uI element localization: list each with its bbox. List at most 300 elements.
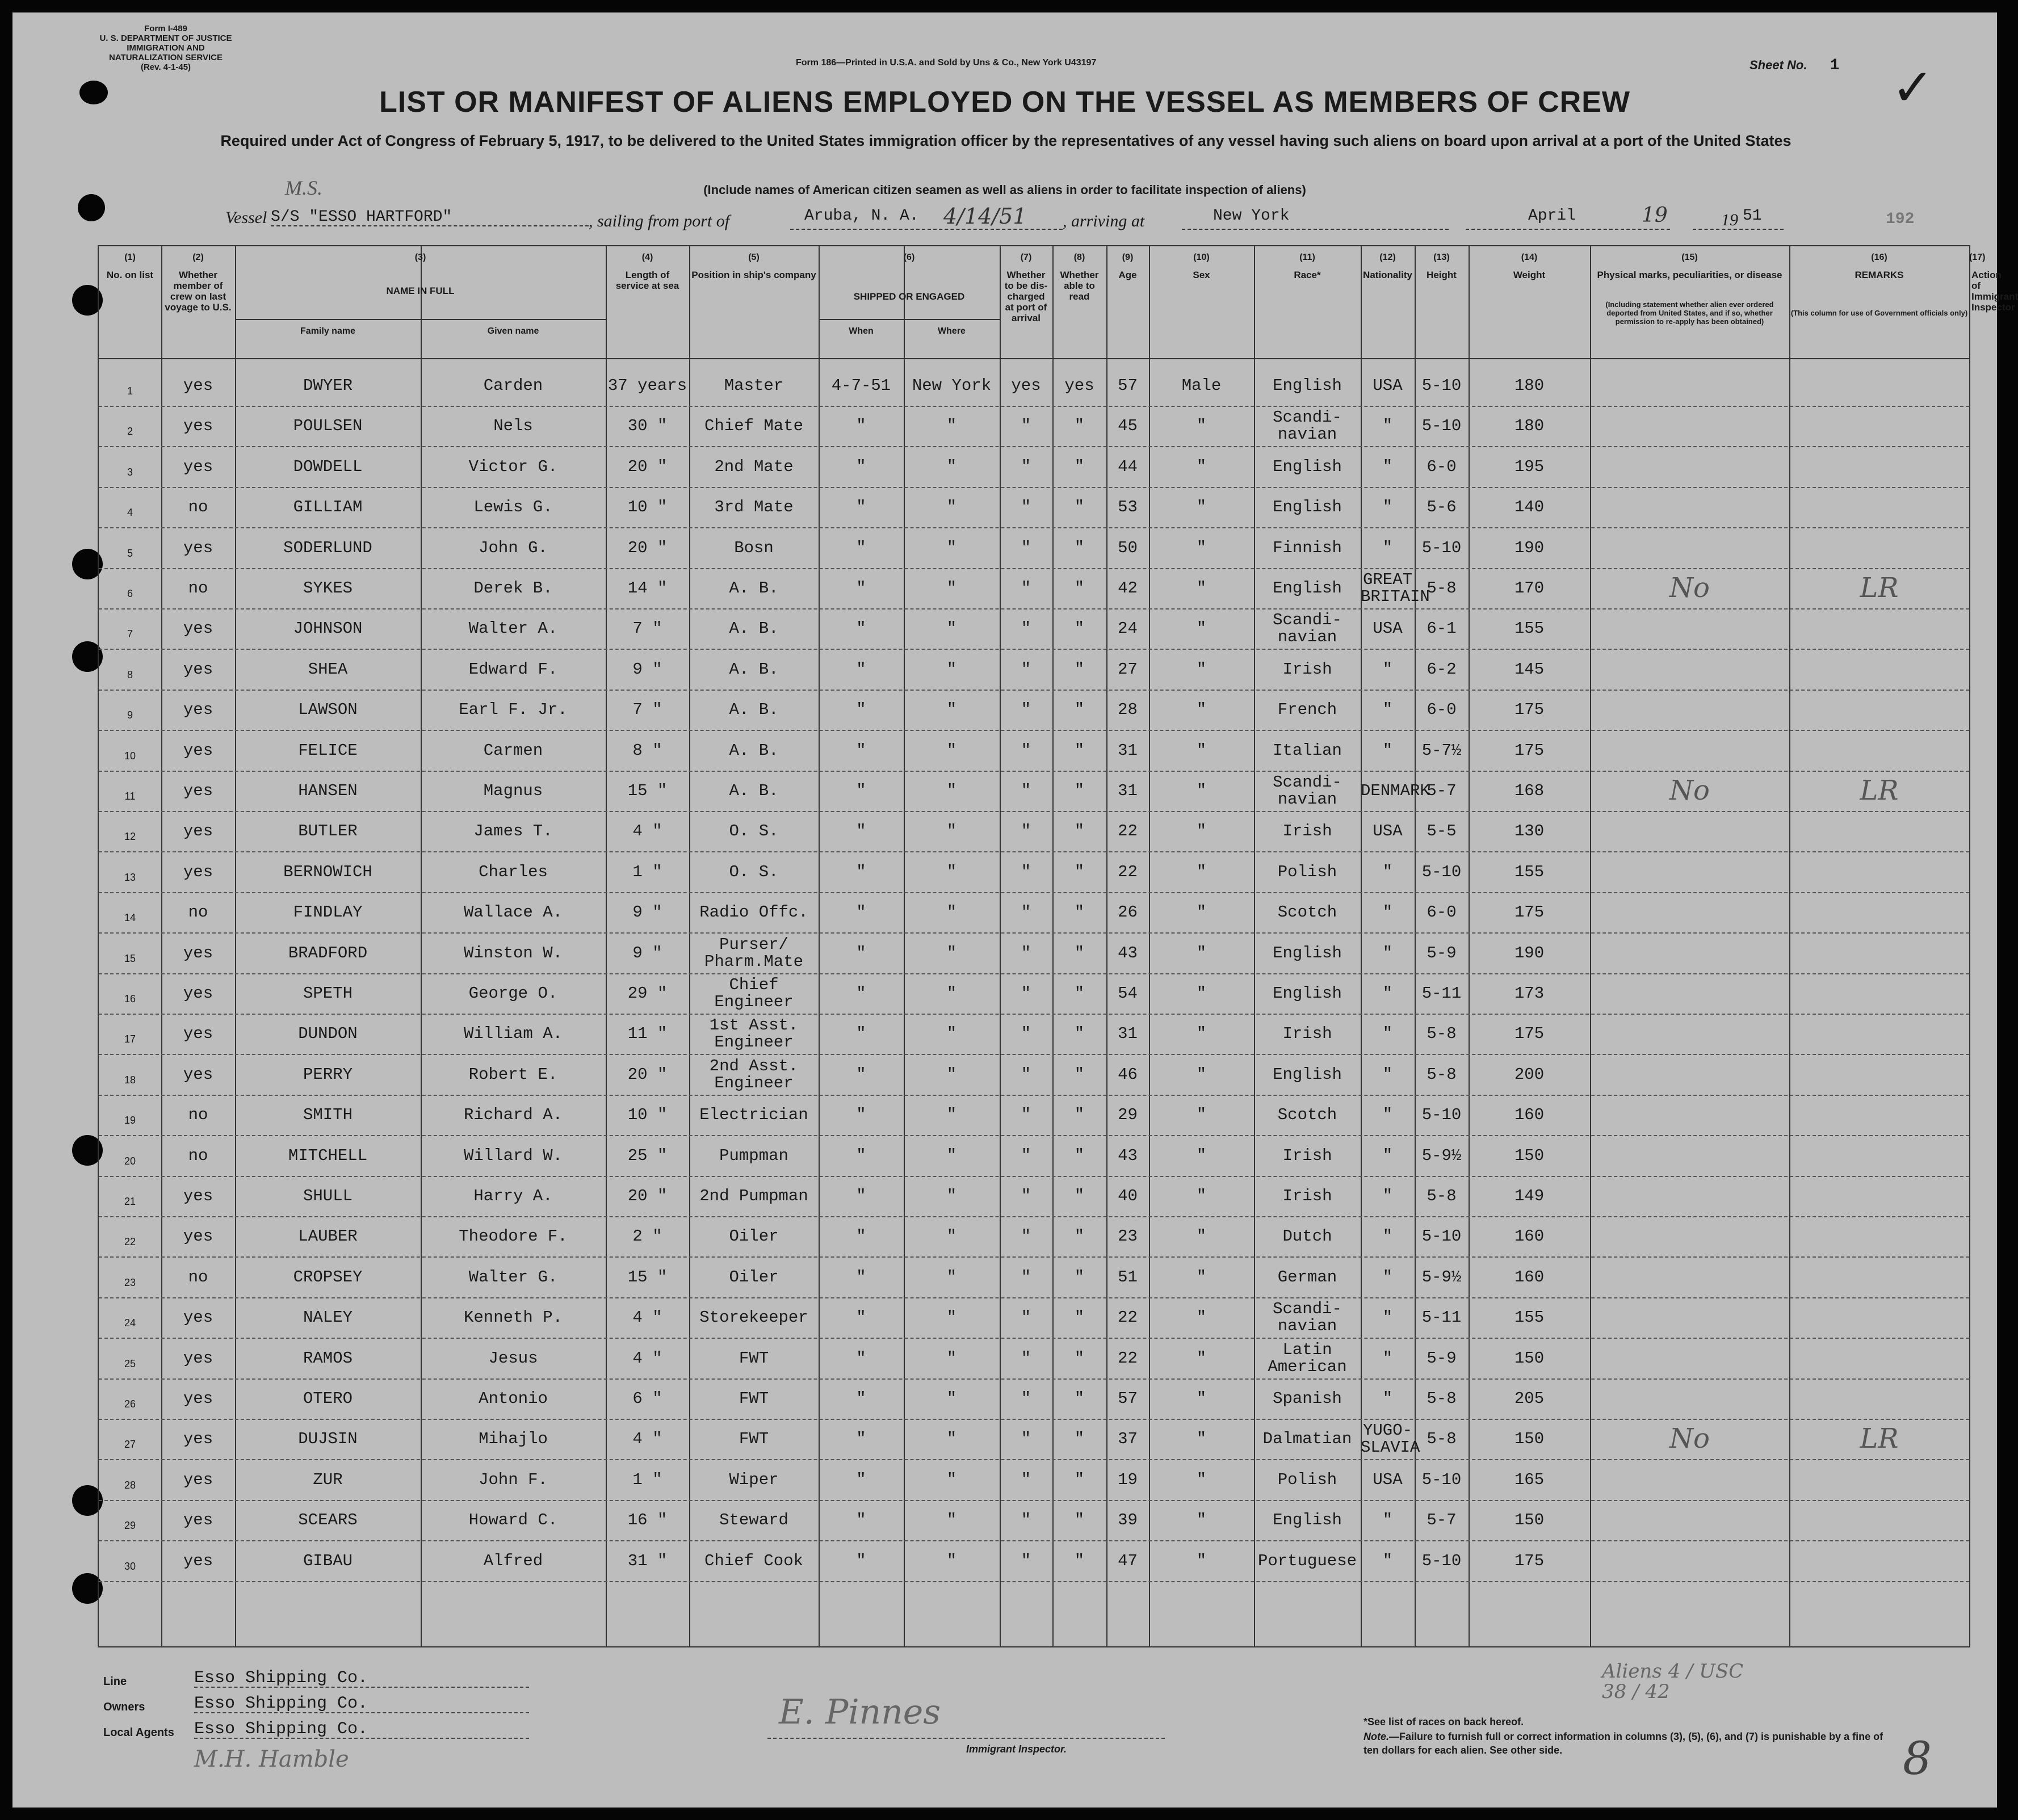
table-row — [99, 690, 1969, 731]
cell-race: Scotch — [1277, 903, 1337, 922]
cell-read: " — [1074, 1511, 1085, 1530]
cell-action — [1789, 608, 1969, 649]
cell-last: yes — [183, 984, 213, 1003]
cell-no: 29 — [124, 1520, 136, 1532]
cell-height: 5-10 — [1421, 1227, 1462, 1246]
cell-race: English — [1273, 1065, 1342, 1084]
column-header — [1415, 252, 1469, 280]
remarks-note: (Including statement whether alien ever ordered deported from United States, and if so, whether permission to re-apply has been obtained) — [1605, 300, 1774, 326]
cell-age: 51 — [1118, 1267, 1138, 1287]
cell-height: 5-8 — [1427, 1024, 1457, 1044]
cell-action — [1789, 1541, 1969, 1581]
cell-read: " — [1074, 1430, 1085, 1449]
column-label: Physical marks, peculiarities, or disease — [1597, 270, 1782, 280]
cell-race: Dalmatian — [1262, 1430, 1352, 1449]
cell-disch: " — [1021, 1348, 1031, 1368]
cell-given: Nels — [493, 417, 533, 436]
cell-nat: " — [1382, 1308, 1393, 1327]
cell-age: 44 — [1118, 457, 1138, 476]
cell-disch: " — [1021, 1389, 1031, 1408]
cell-position: A. B. — [729, 781, 779, 800]
column-header — [235, 252, 606, 296]
cell-remarks — [1590, 933, 1789, 973]
form-id-line: IMMIGRATION AND NATURALIZATION SERVICE — [108, 43, 223, 62]
cell-weight: 170 — [1514, 579, 1545, 598]
cell-when: " — [856, 943, 866, 962]
cell-service: 8 " — [632, 741, 662, 760]
cell-nat: " — [1382, 862, 1393, 881]
cell-where: " — [946, 498, 957, 517]
cell-race: Dutch — [1282, 1227, 1332, 1246]
cell-nat: " — [1382, 700, 1393, 720]
column-label: Height — [1427, 270, 1457, 280]
column-header — [689, 252, 819, 280]
cell-given: Lewis G. — [473, 498, 553, 517]
cell-service: 20 " — [627, 457, 668, 476]
table-row — [99, 1216, 1969, 1258]
vessel-label: Vessel — [225, 208, 267, 227]
arrival-year: 51 — [1743, 207, 1762, 225]
cell-remarks — [1590, 487, 1789, 527]
cell-action — [1789, 1378, 1969, 1419]
cell-height: 5-11 — [1421, 984, 1462, 1003]
cell-where: " — [946, 984, 957, 1003]
cell-family: DOWDELL — [293, 457, 363, 476]
cell-position: 2nd Pumpman — [699, 1187, 808, 1205]
cell-no: 12 — [124, 831, 136, 843]
cell-nat: USA — [1373, 619, 1403, 638]
cell-family: ZUR — [313, 1470, 343, 1489]
cell-remarks — [1590, 892, 1789, 932]
agents-value: Esso Shipping Co. — [194, 1720, 368, 1739]
cell-sex: " — [1196, 822, 1207, 841]
cell-last: no — [188, 1146, 208, 1165]
cell-remarks — [1590, 1095, 1789, 1135]
header-divider — [99, 358, 1969, 359]
family-name-subheader: Family name — [300, 326, 355, 336]
cell-race: Scotch — [1277, 1106, 1337, 1125]
cell-sex: " — [1196, 1430, 1207, 1449]
cell-disch: " — [1021, 822, 1031, 841]
cell-where: " — [946, 1511, 957, 1530]
cell-height: 5-7½ — [1421, 741, 1462, 760]
cell-race: Irish — [1282, 659, 1332, 679]
cell-weight: 160 — [1514, 1227, 1545, 1246]
cell-disch: " — [1021, 943, 1031, 962]
cell-where: " — [946, 1267, 957, 1287]
cell-family: FELICE — [298, 741, 358, 760]
cell-age: 28 — [1118, 700, 1138, 720]
cell-weight: 150 — [1514, 1430, 1545, 1449]
cell-where: " — [946, 1227, 957, 1246]
cell-remarks — [1590, 1541, 1789, 1581]
cell-age: 22 — [1118, 1308, 1138, 1327]
cell-age: 27 — [1118, 659, 1138, 679]
cell-weight: 145 — [1514, 659, 1545, 679]
cell-read: " — [1074, 781, 1085, 800]
cell-where: New York — [912, 376, 992, 395]
cell-family: DWYER — [303, 376, 353, 395]
cell-last: yes — [183, 741, 213, 760]
cell-weight: 190 — [1514, 538, 1545, 557]
cell-service: 20 " — [627, 1065, 668, 1084]
sailing-underline — [790, 212, 1063, 230]
table-row — [99, 1054, 1969, 1096]
cell-weight: 175 — [1514, 903, 1545, 922]
cell-where: " — [946, 1389, 957, 1408]
cell-age: 26 — [1118, 903, 1138, 922]
cell-action — [1789, 973, 1969, 1014]
cell-disch: " — [1021, 741, 1031, 760]
corner-mark: 8 — [1903, 1732, 1932, 1785]
cell-read: " — [1074, 579, 1085, 598]
cell-sex: " — [1196, 1511, 1207, 1530]
cell-sex: " — [1196, 538, 1207, 557]
cell-when: " — [856, 741, 866, 760]
cell-sex: " — [1196, 1106, 1207, 1125]
cell-no: 27 — [124, 1439, 136, 1451]
cell-race: Italian — [1273, 741, 1342, 760]
cell-service: 10 " — [627, 498, 668, 517]
cell-where: " — [946, 619, 957, 638]
cell-family: SODERLUND — [283, 538, 372, 557]
line-value: Esso Shipping Co. — [194, 1668, 368, 1688]
cell-service: 20 " — [627, 538, 668, 557]
column-header — [1106, 252, 1149, 280]
cell-sex: " — [1196, 659, 1207, 679]
cell-given: Victor G. — [468, 457, 558, 476]
cell-position: Chief Cook — [704, 1551, 804, 1570]
cell-last: yes — [183, 862, 213, 881]
cell-race: English — [1273, 498, 1342, 517]
cell-disch: " — [1021, 1065, 1031, 1084]
cell-weight: 160 — [1514, 1267, 1545, 1287]
cell-family: DUJSIN — [298, 1430, 358, 1449]
cell-position: 2nd Mate — [714, 457, 794, 476]
cell-height: 5-8 — [1427, 1430, 1457, 1449]
column-label: Age — [1118, 270, 1137, 280]
cell-last: yes — [183, 1430, 213, 1449]
cell-action — [1789, 1136, 1969, 1176]
cell-last: yes — [183, 619, 213, 638]
cell-disch: " — [1021, 579, 1031, 598]
cell-no: 20 — [124, 1155, 136, 1167]
cell-read: " — [1074, 417, 1085, 436]
cell-sex: Male — [1181, 376, 1222, 395]
cell-given: Charles — [479, 862, 548, 881]
cell-weight: 180 — [1514, 376, 1545, 395]
cell-disch: " — [1021, 1024, 1031, 1044]
cell-given: Kenneth P. — [463, 1308, 563, 1327]
cell-when: 4-7-51 — [831, 376, 891, 395]
table-row — [99, 447, 1969, 488]
cell-when: " — [856, 457, 866, 476]
column-number: (4) — [641, 253, 653, 262]
cell-no: 4 — [127, 507, 133, 519]
cell-read: " — [1074, 619, 1085, 638]
cell-given: Winston W. — [463, 943, 563, 962]
cell-sex: " — [1196, 1470, 1207, 1489]
cell-given: Howard C. — [468, 1511, 558, 1530]
cell-remarks — [1590, 730, 1789, 771]
cell-age: 46 — [1118, 1065, 1138, 1084]
cell-race: Finnish — [1273, 538, 1342, 557]
cell-age: 37 — [1118, 1430, 1138, 1449]
cell-remarks: No — [1669, 775, 1710, 806]
cell-family: BRADFORD — [288, 943, 368, 962]
column-header — [1789, 252, 1969, 280]
table-row — [99, 933, 1969, 974]
cell-read: " — [1074, 498, 1085, 517]
cell-family: LAWSON — [298, 700, 358, 720]
cell-sex: " — [1196, 1024, 1207, 1044]
cell-read: yes — [1064, 376, 1094, 395]
cell-race: Irish — [1282, 1187, 1332, 1205]
cell-weight: 160 — [1514, 1106, 1545, 1125]
cell-last: yes — [183, 417, 213, 436]
cell-weight: 155 — [1514, 862, 1545, 881]
cell-service: 10 " — [627, 1106, 668, 1125]
cell-service: 31 " — [627, 1551, 668, 1570]
cell-height: 5-8 — [1427, 579, 1457, 598]
cell-weight: 155 — [1514, 619, 1545, 638]
cell-service: 4 " — [632, 1430, 662, 1449]
where-subheader: Where — [938, 326, 966, 336]
cell-weight: 149 — [1514, 1187, 1545, 1205]
form-id-line: Form I-489 — [144, 24, 187, 33]
cell-age: 22 — [1118, 862, 1138, 881]
cell-no: 18 — [124, 1074, 136, 1086]
cell-read: " — [1074, 1267, 1085, 1287]
column-header — [1000, 252, 1052, 323]
cell-where: " — [946, 1187, 957, 1205]
cell-nat: " — [1382, 538, 1393, 557]
cell-when: " — [856, 1267, 866, 1287]
form-id-line: U. S. DEPARTMENT OF JUSTICE — [99, 33, 232, 43]
cell-height: 5-8 — [1427, 1389, 1457, 1408]
cell-age: 50 — [1118, 538, 1138, 557]
cell-age: 42 — [1118, 579, 1138, 598]
column-label: Race* — [1294, 270, 1321, 280]
column-number: (6) — [903, 253, 915, 262]
cell-read: " — [1074, 862, 1085, 881]
cell-no: 9 — [127, 709, 133, 721]
cell-disch: " — [1021, 1187, 1031, 1205]
cell-last: no — [188, 1106, 208, 1125]
cell-disch: " — [1021, 1551, 1031, 1570]
vessel-line — [12, 204, 1997, 242]
cell-sex: " — [1196, 984, 1207, 1003]
cell-height: 5-10 — [1421, 862, 1462, 881]
cell-last: yes — [183, 659, 213, 679]
column-label: Sex — [1193, 270, 1210, 280]
cell-action — [1789, 933, 1969, 973]
cell-weight: 195 — [1514, 457, 1545, 476]
cell-read: " — [1074, 1348, 1085, 1368]
cell-family: BERNOWICH — [283, 862, 372, 881]
cell-sex: " — [1196, 1065, 1207, 1084]
cell-service: 37 years — [607, 376, 687, 395]
include-statement: (Include names of American citizen seamen as well as aliens in order to facilitate inspection of aliens) — [703, 183, 1306, 197]
cell-race: English — [1273, 984, 1342, 1003]
cell-nat: " — [1382, 1024, 1393, 1044]
cell-no: 11 — [124, 791, 136, 802]
agents-label: Local Agents — [103, 1726, 174, 1739]
cell-when: " — [856, 781, 866, 800]
cell-position: Electrician — [699, 1106, 808, 1125]
cell-read: " — [1074, 943, 1085, 962]
cell-sex: " — [1196, 1227, 1207, 1246]
cell-read: " — [1074, 1389, 1085, 1408]
cell-when: " — [856, 1065, 866, 1084]
cell-weight: 175 — [1514, 1024, 1545, 1044]
cell-nat: " — [1382, 984, 1393, 1003]
cell-height: 6-0 — [1427, 457, 1457, 476]
cell-race: Polish — [1277, 1470, 1337, 1489]
cell-family: RAMOS — [303, 1348, 353, 1368]
cell-weight: 150 — [1514, 1511, 1545, 1530]
cell-position: Oiler — [729, 1227, 779, 1246]
cell-when: " — [856, 1551, 866, 1570]
cell-remarks — [1590, 1216, 1789, 1256]
year-prefix: 19 — [1721, 211, 1738, 229]
cell-sex: " — [1196, 943, 1207, 962]
cell-sex: " — [1196, 457, 1207, 476]
cell-disch: " — [1021, 417, 1031, 436]
cell-when: " — [856, 1106, 866, 1125]
cell-no: 22 — [124, 1236, 136, 1248]
cell-last: yes — [183, 1187, 213, 1205]
cell-age: 39 — [1118, 1511, 1138, 1530]
cell-disch: " — [1021, 498, 1031, 517]
cell-race: Polish — [1277, 862, 1337, 881]
races-note: *See list of races on back hereof. — [1363, 1716, 1524, 1727]
column-label: Whether able to read — [1060, 270, 1099, 302]
cell-read: " — [1074, 984, 1085, 1003]
arriving-port: New York — [1213, 207, 1290, 225]
cell-service: 16 " — [627, 1511, 668, 1530]
cell-no: 1 — [127, 385, 133, 397]
cell-last: yes — [183, 376, 213, 395]
cell-weight: 150 — [1514, 1348, 1545, 1368]
column-number: (10) — [1193, 253, 1210, 262]
cell-family: SHULL — [303, 1187, 353, 1205]
cell-where: " — [946, 1430, 957, 1449]
owners-label: Owners — [103, 1701, 145, 1713]
note-label: Note. — [1363, 1731, 1389, 1742]
column-label: SHIPPED OR ENGAGED — [853, 291, 965, 302]
cell-family: MITCHELL — [288, 1146, 368, 1165]
cell-age: 57 — [1118, 376, 1138, 395]
cell-given: John F. — [479, 1470, 548, 1489]
cell-nat: USA — [1373, 1470, 1403, 1489]
cell-race: Latin American — [1268, 1340, 1347, 1376]
cell-race: English — [1273, 943, 1342, 962]
cell-given: John G. — [479, 538, 548, 557]
cell-read: " — [1074, 538, 1085, 557]
cell-sex: " — [1196, 1308, 1207, 1327]
cell-when: " — [856, 1511, 866, 1530]
cell-height: 5-8 — [1427, 1065, 1457, 1084]
owners-value: Esso Shipping Co. — [194, 1694, 368, 1713]
cell-when: " — [856, 1430, 866, 1449]
cell-family: SCEARS — [298, 1511, 358, 1530]
punch-hole — [78, 194, 105, 221]
table-row — [99, 1095, 1969, 1136]
cell-sex: " — [1196, 903, 1207, 922]
table-row — [99, 1541, 1969, 1582]
cell-given: Theodore F. — [459, 1227, 568, 1246]
cell-given: George O. — [468, 984, 558, 1003]
cell-family: OTERO — [303, 1389, 353, 1408]
cell-race: English — [1273, 457, 1342, 476]
column-number: (13) — [1433, 253, 1450, 262]
note-text: —Failure to furnish full or correct information in columns (3), (5), (6), and (7) is punishable by a fine of ten dollars for each alien. See other side. — [1363, 1731, 1883, 1756]
cell-last: yes — [183, 457, 213, 476]
cell-disch: " — [1021, 1470, 1031, 1489]
cell-position: Master — [724, 376, 784, 395]
cell-age: 57 — [1118, 1389, 1138, 1408]
cell-remarks — [1590, 690, 1789, 730]
cell-where: " — [946, 862, 957, 881]
cell-when: " — [856, 984, 866, 1003]
column-number: (7) — [1020, 253, 1032, 262]
table-row — [99, 1500, 1969, 1541]
cell-sex: " — [1196, 1551, 1207, 1570]
cell-nat: " — [1382, 1106, 1393, 1125]
cell-service: 30 " — [627, 417, 668, 436]
cell-age: 54 — [1118, 984, 1138, 1003]
cell-height: 5-10 — [1421, 1470, 1462, 1489]
table-row — [99, 1460, 1969, 1501]
cell-family: NALEY — [303, 1308, 353, 1327]
cell-weight: 175 — [1514, 741, 1545, 760]
cell-height: 5-8 — [1427, 1187, 1457, 1205]
cell-given: Willard W. — [463, 1146, 563, 1165]
table-row — [99, 487, 1969, 528]
cell-family: CROPSEY — [293, 1267, 363, 1287]
cell-action — [1789, 1257, 1969, 1297]
cell-family: POULSEN — [293, 417, 363, 436]
cell-position: 1st Asst. Engineer — [709, 1016, 799, 1052]
cell-given: Harry A. — [473, 1187, 553, 1205]
cell-height: 5-7 — [1427, 1511, 1457, 1530]
cell-when: " — [856, 862, 866, 881]
ms-handwritten-mark: M.S. — [285, 176, 322, 199]
cell-height: 5-11 — [1421, 1308, 1462, 1327]
cell-no: 8 — [127, 669, 133, 680]
cell-where: " — [946, 1106, 957, 1125]
cell-family: FINDLAY — [293, 903, 363, 922]
cell-remarks — [1590, 365, 1789, 406]
cell-read: " — [1074, 822, 1085, 841]
cell-position: Oiler — [729, 1267, 779, 1287]
cell-weight: 200 — [1514, 1065, 1545, 1084]
cell-action — [1789, 1014, 1969, 1054]
cell-position: Steward — [719, 1511, 788, 1530]
cell-where: " — [946, 943, 957, 962]
table-row — [99, 528, 1969, 569]
table-row — [99, 852, 1969, 893]
sailing-date-handwritten: 4/14/51 — [943, 204, 1027, 229]
cell-last: yes — [183, 943, 213, 962]
cell-nat: YUGO- SLAVIA — [1361, 1421, 1420, 1457]
column-label: REMARKS — [1855, 270, 1904, 280]
cell-service: 15 " — [627, 1267, 668, 1287]
cell-height: 5-10 — [1421, 538, 1462, 557]
cell-weight: 173 — [1514, 984, 1545, 1003]
cell-sex: " — [1196, 579, 1207, 598]
